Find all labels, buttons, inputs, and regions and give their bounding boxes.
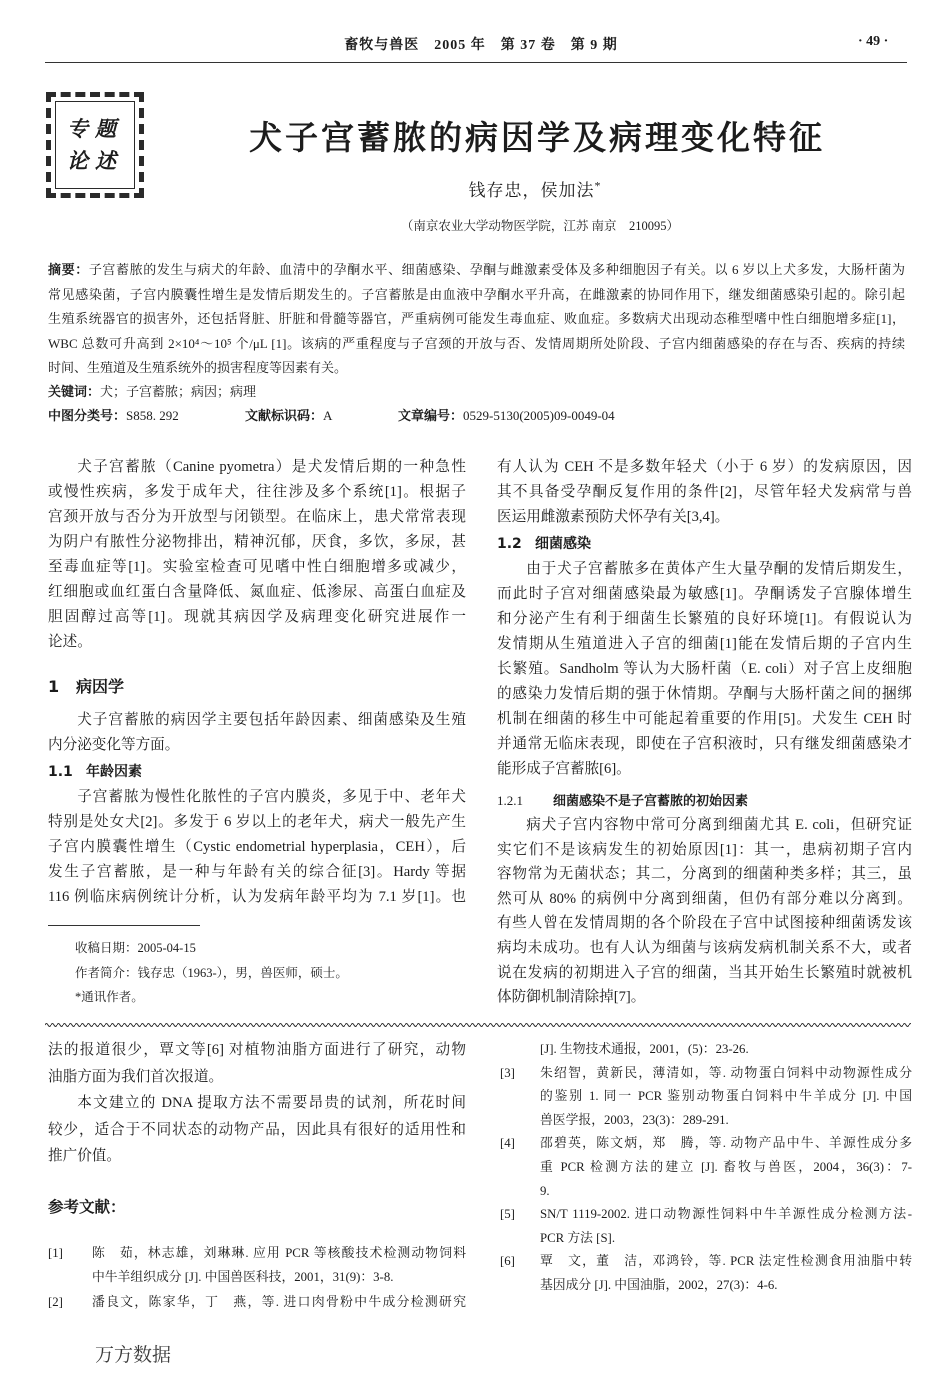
author-line (340, 176, 730, 201)
reference-line: 邵碧英，陈文炳，郑 腾，等. 动物产品中牛、羊源性成分多 (540, 1136, 912, 1151)
text-line: 子宫蓄脓为慢性化脓性的子宫内膜炎，多见于中、老年犬 (77, 789, 466, 805)
text-line: 胆固醇过高等[1]。现就其病因学及病理变化研究进展作一 (48, 609, 466, 625)
affiliation: （南京农业大学动物医学院，江苏 南京 210095） (400, 219, 680, 233)
reference-item (497, 1132, 912, 1203)
subsection-paragraph (48, 785, 466, 910)
doc-code-group (245, 404, 332, 429)
database-watermark: 万方数据 (95, 1345, 172, 1366)
reference-line: 基因成分 [J]. 中国油脂，2002，27(3)：4-6. (540, 1277, 778, 1292)
reference-item (48, 1290, 466, 1315)
doc-code-label: 文献标识码： (245, 409, 324, 424)
reference-number: [6] (500, 1254, 515, 1269)
text-line: 能形成子宫蓄脓[6]。 (497, 761, 631, 777)
page-number: · 49 · (858, 34, 889, 49)
seal-inner-frame (55, 101, 135, 189)
reference-number: [4] (500, 1136, 515, 1151)
article-number-group (398, 404, 615, 429)
text-line: 容物常为无菌状态；其二，分离到的细菌种类多样；其三，虽 (497, 866, 912, 883)
reference-line: 重 PCR 检测方法的建立 [J]. 畜牧与兽医，2004，36(3)：7- (540, 1159, 912, 1174)
text-line: 实它们不是该病发生的初始原因[1]：其一，患病初期子宫内 (497, 841, 912, 858)
intro-paragraph (48, 455, 466, 655)
article-title: 犬子宫蓄脓的病因学及病理变化特征 (249, 118, 825, 157)
continued-paragraph (497, 455, 912, 530)
body-column-left (48, 455, 466, 910)
reference-line: 9. (540, 1183, 550, 1198)
reference-line: SN/T 1119-2002. 进口动物源性饲料中牛羊源性成分检测方法- (540, 1207, 912, 1222)
text-line: 其不具备受孕酮反复作用的条件[2]，尽管年轻犬发病常与兽 (497, 484, 912, 500)
text-line: 而此时子宫对细菌感染最为敏感[1]。孕酮诱发子宫腺体增生 (497, 586, 912, 602)
reference-line: 覃 文，董 洁，邓鸿铃，等. PCR 法定性检测食用油脂中转 (540, 1254, 912, 1269)
author-bio: 作者简介：钱存忠（1963-），男，兽医师，硕士。 (75, 965, 348, 980)
wavy-separator (45, 1021, 911, 1029)
keywords (48, 380, 905, 404)
abstract (48, 258, 905, 381)
text-line: 为阴户有脓性分泌物排出，精神沉郁，厌食，多饮，多尿，甚 (48, 534, 466, 550)
text-line: 有些人曾在发情周期的各个阶段在子宫中试图接种细菌诱发该 (497, 915, 912, 932)
text-line: 发生子宫蓄脓，是一种与年龄有关的综合征[3]。Hardy 等据 (48, 864, 466, 880)
reference-number: [2] (48, 1294, 63, 1309)
doc-code-value: A (323, 408, 333, 423)
text-line: 或慢性疾病，多发于成年犬，往往涉及多个系统[1]。根据子 (48, 484, 466, 500)
body-column-right (497, 455, 912, 1010)
text-line: 由于犬子宫蓄脓多在黄体产生大量孕酮的发情后期发生， (526, 561, 912, 577)
abstract-line: 常见感染菌，子宫内膜囊性增生是发情后期发生的。子宫蓄脓是由血液中孕酮水平升高，在雌激素的协同作用下，继发细菌感染引起的。除引起 (48, 286, 905, 302)
column-seal-logo (46, 92, 144, 198)
article-number-label: 文章编号： (398, 409, 464, 424)
text-line: 油脂方面为我们首次报道。 (48, 1068, 224, 1085)
text-line: 论述。 (48, 634, 92, 650)
text-line: 发情期从生殖道进入子宫的细菌[1]能在发情后期的子宫内生 (497, 636, 912, 652)
reference-line: [J]. 生物技术通报，2001，(5)：23-26. (540, 1042, 749, 1056)
reference-item (497, 1203, 912, 1250)
abstract-line (48, 258, 905, 283)
abstract-line: 生殖系统器官的损害外，还包括肾脏、肝脏和骨髓等器官，严重病例可能发生毒血症、败血症。多数病犬出现动态稚型嗜中性白细胞增多症[1]， (48, 311, 905, 326)
corresponding-author-mark: * (594, 178, 602, 193)
text-line: 法的报道很少，覃文等[6] 对植物油脂方面进行了研究，动物 (48, 1042, 466, 1058)
abstract-line: WBC 总数可升高到 2×10⁴～10⁵ 个/μL [1]。该病的严重程度与子宫颈的开放与否、发情周期所处阶段、子宫内细菌感染的存在与否、疾病的持续 (48, 335, 905, 351)
keywords-label: 关键词： (48, 385, 101, 400)
text-line: 至毒血症等[1]。实验室检查可见嗜中性白细胞增多或减少， (48, 559, 466, 575)
text-line: 并通常无临床表现，即使在子宫积液时，只有继发细菌感染才 (497, 736, 912, 752)
reference-number: [5] (500, 1207, 515, 1222)
text-line: 本文建立的 DNA 提取方法不需要昂贵的试剂，所花时间 (77, 1095, 466, 1111)
clc-label: 中图分类号： (48, 409, 127, 424)
reference-list (48, 1241, 466, 1315)
text-line: 机制在细菌的移生中可能起着重要的作用[5]。犬发生 CEH 时 (497, 711, 912, 727)
text-line: 病犬子宫内容物中常可分离到细菌尤其 E. coli，但研究证 (526, 817, 912, 833)
article-number-value: 0529-5130(2005)09-0049-04 (463, 408, 615, 423)
references-heading: 参考文献： (48, 1197, 126, 1216)
text-line: 116 例临床病例统计分析，认为发病年龄平均为 7.1 岁[1]。也 (48, 889, 466, 905)
section-title: 病因学 (76, 677, 125, 696)
subsubsection-title: 细菌感染不是子宫蓄脓的初始因素 (553, 793, 749, 808)
received-date: 收稿日期：2005-04-15 (75, 941, 196, 955)
abstract-line: 时间、生殖道及生殖系统外的损害程度等因素有关。 (48, 360, 348, 375)
header-rule (45, 62, 907, 63)
subsubsection-heading (497, 788, 912, 813)
subsection-paragraph (497, 557, 912, 782)
reference-line: 中牛羊组织成分 [J]. 中国兽医科技，2001，31(9)：3-8. (92, 1270, 394, 1284)
footnotes (75, 936, 465, 1010)
corresponding-author-note: *通讯作者。 (75, 990, 144, 1004)
abstract-text: 子宫蓄脓的发生与病犬的年龄、血清中的孕酮水平、细菌感染、孕酮与雌激素受体及多种细胞因子有关。以 6 岁以上犬多发，大肠杆菌为 (88, 262, 905, 277)
text-line: 特别是处女犬[2]。多发于 6 岁以上的老年犬，病犬一般先产生 (48, 814, 466, 830)
text-line: 说在发病的初期进入子宫的细菌，当其开始生长繁殖时就被机 (497, 964, 912, 981)
text-line: 体防御机制清除掉[7]。 (497, 989, 646, 1006)
reference-line: 潘良文，陈家华，丁 燕，等. 进口肉骨粉中牛成分检测研究 (92, 1294, 466, 1309)
text-line: 推广价值。 (48, 1148, 121, 1164)
text-line: 病均未成功。也有人认为细菌与该病发病机制关系不大，或者 (497, 939, 912, 956)
reference-line: 陈 茹，林志雄，刘琳琳. 应用 PCR 等核酸技术检测动物饲料 (92, 1245, 466, 1260)
text-line: 有人认为 CEH 不是多数年轻犬（小于 6 岁）的发病原因，因 (497, 459, 912, 475)
reference-item (497, 1062, 912, 1133)
reference-line: 的鉴别 1. 同一 PCR 鉴别动物蛋白饲料中牛羊成分 [J]. 中国 (540, 1089, 912, 1104)
running-header-journal: 畜牧与兽医 2005 年 第 37 卷 第 9 期 (344, 38, 618, 53)
text-line: 宫颈开放与否分为开放型与闭锁型。在临床上，患犬常常表现 (48, 509, 466, 525)
text-line: 犬子宫蓄脓（Canine pyometra）是犬发情后期的一种急性 (77, 459, 466, 475)
seal-text-top: 专题 (67, 117, 123, 141)
reference-line: 兽医学报，2003，23(3)：289-291. (540, 1112, 729, 1127)
reference-item (48, 1241, 466, 1290)
text-line: 内分泌变化等方面。 (48, 737, 180, 753)
seal-text-bottom: 论述 (67, 149, 123, 173)
prev-paragraph (48, 1090, 466, 1170)
text-line: 犬子宫蓄脓的病因学主要包括年龄因素、细菌感染及生殖 (77, 712, 466, 728)
reference-number: [3] (500, 1065, 515, 1080)
reference-item (497, 1250, 912, 1297)
subsection-title: 细菌感染 (535, 536, 591, 552)
reference-line: PCR 方法 [S]. (540, 1230, 616, 1245)
reference-number: [1] (48, 1245, 63, 1260)
prev-article-left (48, 1037, 466, 1314)
text-line: 较少，适合于不同状态的动物产品，因此具有很好的适用性和 (48, 1121, 466, 1138)
subsection-heading (497, 532, 912, 557)
classification-line (48, 404, 905, 428)
section-paragraph (48, 708, 466, 758)
subsubsection-paragraph (497, 813, 912, 1010)
footnote-rule (48, 925, 200, 926)
text-line: 医运用雌激素预防犬怀孕有关[3,4]。 (497, 509, 730, 525)
text-line: 红细胞或血红蛋白含量降低、氮血症、低渗尿、高蛋白血症及 (48, 584, 466, 600)
prev-paragraph (48, 1037, 466, 1090)
subsubsection-number: 1.2.1 (497, 793, 523, 808)
section-number: 1 (48, 677, 60, 696)
keywords-text: 犬；子宫蓄脓；病因；病理 (100, 384, 257, 399)
text-line: 长繁殖。Sandholm 等认为大肠杆菌（E. coli）对子宫上皮细胞 (497, 661, 912, 677)
text-line: 的感染力发情后期的强于休情期。孕酮与大肠杆菌之间的捆绑 (497, 686, 912, 702)
subsection-heading (48, 760, 466, 785)
section-heading (48, 674, 466, 699)
reference-item-continued (497, 1038, 912, 1062)
reference-line: 朱绍智，黄新民，薄清如，等. 动物蛋白饲料中动物源性成分 (540, 1065, 912, 1080)
clc-group (48, 404, 179, 429)
subsection-number: 1.1 (48, 764, 73, 780)
clc-value: S858. 292 (126, 408, 179, 423)
abstract-label: 摘要： (48, 263, 89, 278)
text-line: 子宫内膜囊性增生（Cystic endometrial hyperplasia，CEH），后 (48, 839, 466, 855)
prev-article-right (497, 1038, 912, 1298)
text-line: 然可从 80% 的病例中分离到细菌，但仍有部分难以分离到。 (497, 890, 912, 907)
subsection-title: 年龄因素 (86, 764, 142, 780)
subsection-number: 1.2 (497, 536, 522, 552)
author-names: 钱存忠，侯加法 (468, 181, 595, 200)
text-line: 和分泌产生有利于细菌生长繁殖的良好环境[1]。有假说认为 (497, 611, 912, 627)
